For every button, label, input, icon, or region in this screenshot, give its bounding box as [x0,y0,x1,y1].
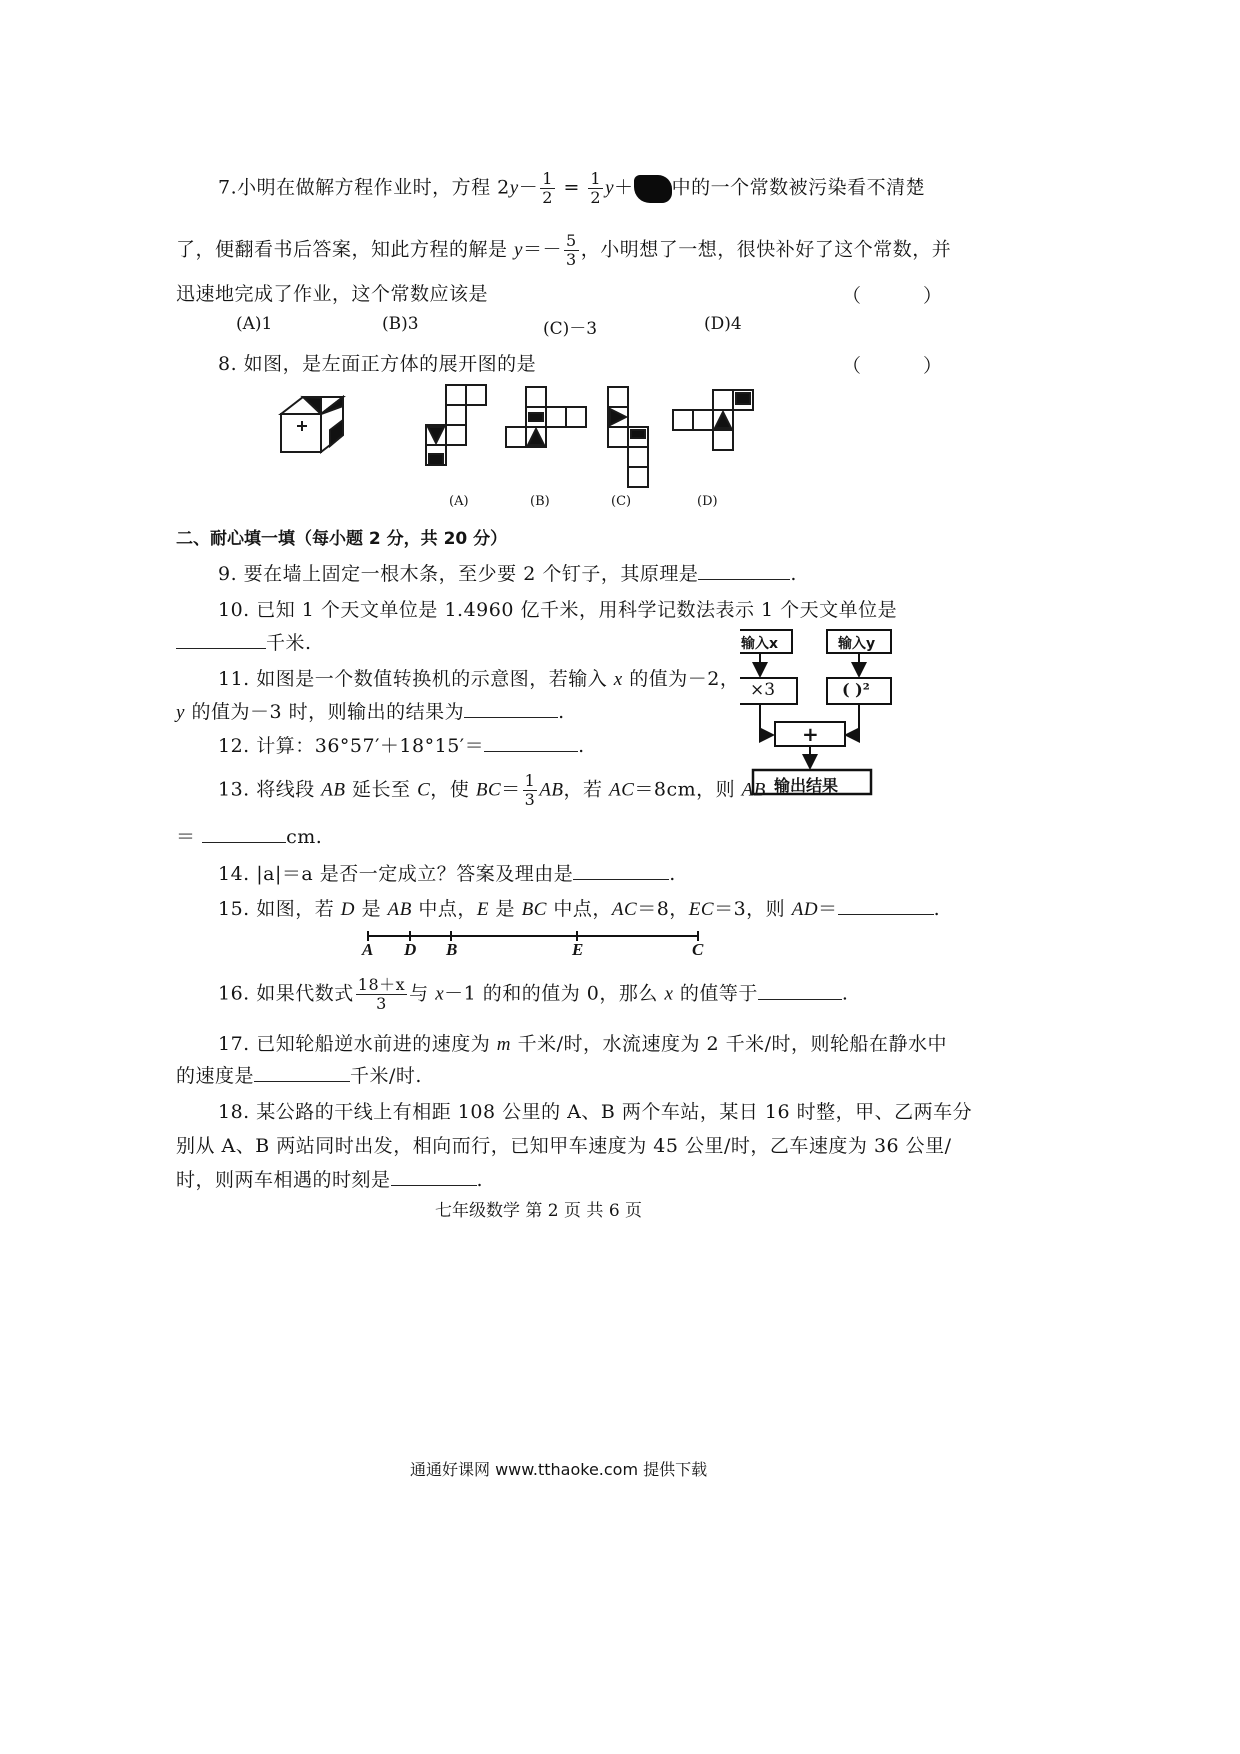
q7-line3: 迅速地完成了作业，这个常数应该是 [176,283,489,305]
q7-option-d: (D)4 [704,314,742,334]
q10-line1: 10. 已知 1 个天文单位是 1.4960 亿千米，用科学记数法表示 1 个天文单位是 [218,599,898,621]
segment-point-b: B [446,940,458,959]
q16: 16. 如果代数式 $\frac{18+x}{3}$ 与 x－1 的和的值为 0，那么 x 的值等于 . [218,975,849,1013]
q18-answer-blank [391,1167,477,1186]
segment-point-a: A [362,940,374,959]
q15-answer-blank [838,896,934,915]
q13-line1: 13. 将线段 AB 延长至 C，使 BC＝ $\frac{1}{3}$ AB，若 AC＝8cm，则 AB [218,771,766,809]
q14-answer-blank [573,861,669,880]
q11-answer-blank [464,699,558,718]
net-label-b: (B) [530,494,550,509]
q7-line2: 了，便翻看书后答案，知此方程的解是 y＝－ $\frac{5}{3}$ ，小明想了一想，很快补好了这个常数，并 [176,231,952,269]
q8-answer-paren: （ ） [842,355,971,377]
net-label-c: (C) [611,494,632,509]
fraction-one-half-2: $\frac{1}{2}$ [590,169,602,207]
segment-point-c: C [692,940,704,959]
page-number-footer: 七年级数学 第 2 页 共 6 页 [435,1201,643,1221]
fraction-five-thirds: $\frac{5}{3}$ [566,231,577,269]
net-b [506,387,586,447]
q7-line1: 7.小明在做解方程作业时，方程 2y－ $\frac{1}{2}$ = $\frac{1}{2}$ y＋ 中的一个常数被污染看不清楚 [218,169,926,207]
fraction-expression: $\frac{18+x}{3}$ [357,975,406,1013]
q9: 9. 要在墙上固定一根木条，至少要 2 个钉子，其原理是 . [218,563,797,585]
q9-answer-blank [698,561,790,580]
machine-output: 输出结果 [774,776,839,795]
section-2-heading: 二、耐心填一填（每小题 2 分，共 20 分） [176,529,508,549]
q7-option-c: (C)－3 [543,319,598,339]
q11-line2: y 的值为－3 时，则输出的结果为 . [176,701,565,723]
cube-illustration [281,397,343,452]
site-footer: 通通好课网 www.tthaoke.com 提供下载 [410,1460,708,1479]
net-label-d: (D) [697,494,718,509]
q10-answer-blank [176,630,266,649]
machine-square: ( )² [842,680,870,699]
q11-line1: 11. 如图是一个数值转换机的示意图，若输入 x 的值为－2， [218,668,740,690]
segment-point-d: D [404,940,417,959]
q17-line2: 的速度是 千米/时. [176,1065,422,1087]
cube-nets-figure [270,380,770,515]
ink-stain [634,175,672,203]
q7-answer-paren: （ ） [842,285,971,307]
q7-option-b: (B)3 [382,314,419,334]
machine-times-three: ×3 [750,680,776,700]
net-label-a: (A) [449,494,469,509]
q15: 15. 如图，若 D 是 AB 中点，E 是 BC 中点，AC＝8，EC＝3，则 AD＝ . [218,898,941,920]
q14: 14. |a|＝a 是否一定成立？答案及理由是 . [218,863,676,885]
net-c [608,387,648,487]
machine-input-x: 输入x [741,636,779,652]
q12: 12. 计算：36°57′＋18°15′＝ . [218,735,585,757]
q18-line3: 时，则两车相遇的时刻是 . [176,1169,484,1191]
q17-line1: 17. 已知轮船逆水前进的速度为 m 千米/时，水流速度为 2 千米/时，则轮船在静水中 [218,1033,948,1055]
q12-answer-blank [484,733,578,752]
q13-line2: ＝ cm. [176,826,323,848]
machine-plus: + [802,722,819,746]
machine-input-y: 输入y [838,636,876,652]
q8-text: 8. 如图，是左面正方体的展开图的是 [218,353,537,375]
segment-point-e: E [572,940,584,959]
q7-option-a: (A)1 [236,314,273,334]
net-a [426,385,486,465]
q18-line2: 别从 A、B 两站同时出发，相向而行，已知甲车速度为 45 公里/时，乙车速度为 36 公里/ [176,1135,952,1157]
q10-line2: 千米. [176,628,312,655]
q17-answer-blank [254,1063,350,1082]
q13-answer-blank [202,824,286,843]
q16-answer-blank [758,981,842,1000]
net-d [673,390,753,450]
q18-line1: 18. 某公路的干线上有相距 108 公里的 A、B 两个车站，某日 16 时整，甲、乙两车分 [218,1101,973,1123]
fraction-one-half: $\frac{1}{2}$ [542,169,553,207]
fraction-one-third: $\frac{1}{3}$ [524,771,536,809]
